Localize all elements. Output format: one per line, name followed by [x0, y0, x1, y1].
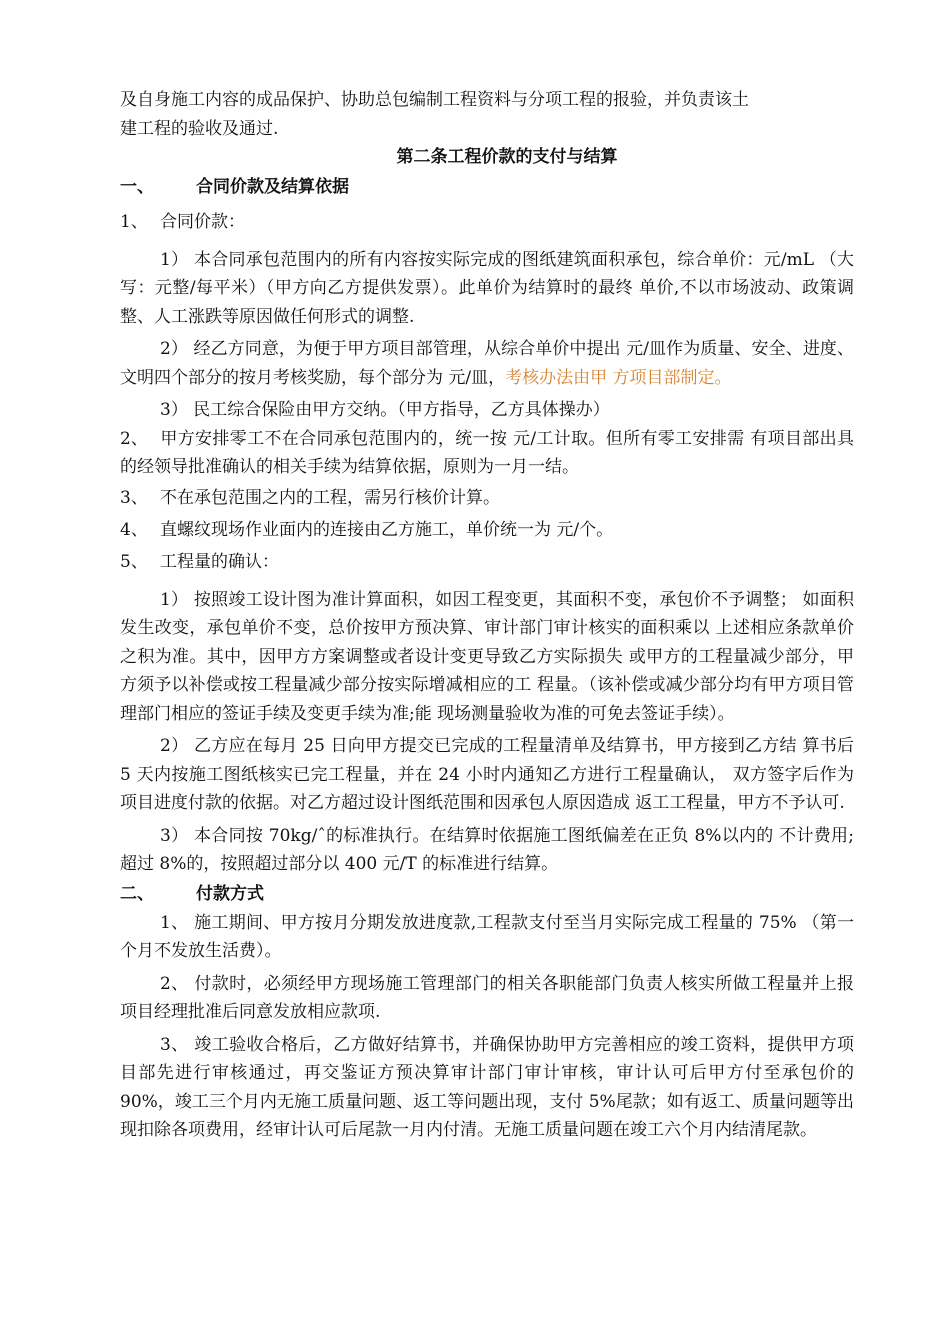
- item-4-text: 直螺纹现场作业面内的连接由乙方施工，单价统一为 元/个。: [160, 519, 614, 540]
- item-2-number: 2、: [120, 428, 148, 449]
- item-5-number: 5、: [120, 551, 148, 572]
- item-5-sub-3: 3） 本合同按 70kg/ˆ的标准执行。在结算时依据施工图纸偏差在正负 8%以内的 不计费用;超过 8%的，按照超过部分以 400 元/T 的标准进行结算。: [120, 825, 854, 874]
- item-2: [120, 425, 854, 482]
- item-1-sub-2-text: 2） 经乙方同意，为便于甲方项目部管理，从综合单价中提出 元/皿作为质量、安全、进度、文明四个部分的按月考核奖励，每个部分为 元/皿，: [120, 339, 854, 388]
- section-1-number: 一、: [120, 176, 154, 197]
- item-3-number: 3、: [120, 487, 148, 508]
- item-5-sub-2: 2） 乙方应在每月 25 日向甲方提交已完成的工程量清单及结算书，甲方接到乙方结 算书后 5 天内按施工图纸核实已完工程量，并在 24 小时内通知乙方进行工程量确认， 双方签字后作为项目进度付款的依据。对乙方超过设计图纸范围和因承包人原因造成 返工工程量，甲方不予认可.: [120, 736, 854, 813]
- section-2-title: 付款方式: [196, 883, 264, 904]
- item-5: [120, 546, 854, 578]
- item-1-text: 合同价款：: [160, 211, 245, 232]
- article-title: 第二条工程价款的支付与结算: [396, 147, 618, 167]
- payment-clause-1: 1、 施工期间、甲方按月分期发放进度款,工程款支付至当月实际完成工程量的 75% （第一个月不发放生活费）。: [120, 912, 854, 961]
- payment-clause-2: 2、 付款时，必须经甲方现场施工管理部门的相关各职能部门负责人核实所做工程量并上报项目经理批准后同意发放相应款项.: [120, 973, 854, 1022]
- item-1-sub-2: [120, 335, 854, 392]
- intro-line-1: 及自身施工内容的成品保护、协助总包编制工程资料与分项工程的报验，并负责该土: [120, 90, 749, 110]
- item-2-text: 甲方安排零工不在合同承包范围内的，统一按 元/工计取。但所有零工安排需 有项目部出具的经领导批准确认的相关手续为结算依据，原则为一月一结。: [120, 428, 854, 477]
- item-1-sub-2-highlight: 考核办法由甲 方项目部制定。: [505, 367, 732, 388]
- section-1-heading: [120, 172, 854, 202]
- intro-line-2: 建工程的验收及通过.: [120, 118, 279, 139]
- item-4: [120, 514, 854, 546]
- section-2-number: 二、: [120, 883, 154, 904]
- item-1-sub-3: 3） 民工综合保险由甲方交纳。（甲方指导，乙方具体操办）: [160, 400, 610, 420]
- item-1-number: 1、: [120, 211, 148, 232]
- item-1-sub-1: 1） 本合同承包范围内的所有内容按实际完成的图纸建筑面积承包，综合单价：元/mL （大写：元整/每平米）（甲方向乙方提供发票）。此单价为结算时的最终 单价,不以市场波动、政策调整、人工涨跌等原因做任何形式的调整.: [120, 249, 854, 327]
- item-3-text: 不在承包范围之内的工程，需另行核价计算。: [160, 487, 500, 508]
- item-3: [120, 482, 854, 514]
- section-2-heading: [120, 879, 854, 909]
- item-5-text: 工程量的确认：: [160, 551, 279, 572]
- section-1-title: 合同价款及结算依据: [196, 176, 349, 197]
- item-1: [120, 206, 854, 238]
- item-5-sub-1: 1） 按照竣工设计图为准计算面积，如因工程变更，其面积不变，承包价不予调整； 如面积发生改变，承包单价不变，总价按甲方预决算、审计部门审计核实的面积乘以 上述相应条款单价之积为准。其中，因甲方方案调整或者设计变更导致乙方实际损失 或甲方的工程量减少部分，甲方须予以补偿或按工程量减少部分按实际增减相应的工 程量。（该补偿或减少部分均有甲方项目管理部门相应的签证手续及变更手续为准;能 现场测量验收为准的可免去签证手续）。: [120, 589, 854, 724]
- payment-clause-3: 3、 竣工验收合格后，乙方做好结算书，并确保协助甲方完善相应的竣工资料，提供甲方项目部先进行审核通过，再交鉴证方预决算审计部门审计审核，审计认可后甲方付至承包价的 90%，竣工三个月内无施工质量问题、返工等问题出现，支付 5%尾款；如有返工、质量问题等出现扣除各项费用，经审计认可后尾款一月内付清。无施工质量问题在竣工六个月内结清尾款。: [120, 1034, 854, 1140]
- item-4-number: 4、: [120, 519, 148, 540]
